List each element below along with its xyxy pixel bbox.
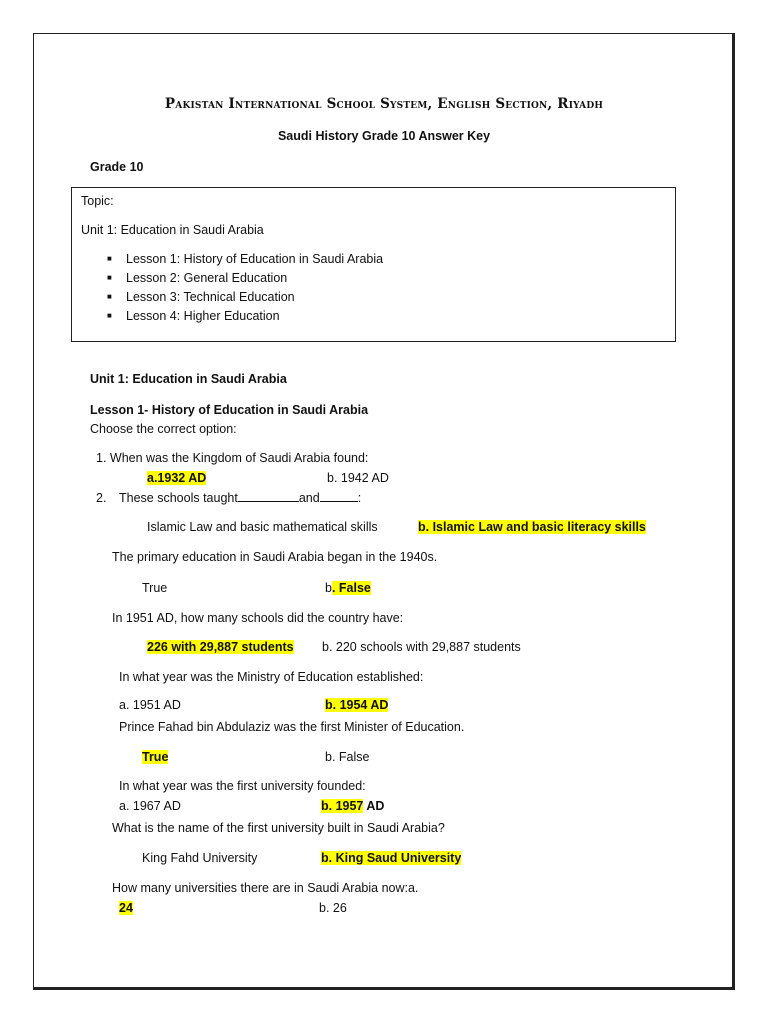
- bullet-icon: ■: [107, 311, 112, 320]
- option-b: b. 220 schools with 29,887 students: [322, 640, 521, 654]
- lesson-heading: Lesson 1- History of Education in Saudi Arabia: [90, 403, 369, 417]
- bullet-icon: ■: [107, 254, 112, 263]
- option-a: [147, 470, 206, 486]
- bullet-icon: ■: [107, 292, 112, 301]
- correct-answer: a.1932 AD: [147, 471, 207, 485]
- correct-answer: b. Islamic Law and basic literacy skills: [418, 520, 646, 534]
- option-a: True: [142, 581, 168, 595]
- option-a: [142, 749, 168, 765]
- option-a: a. 1967 AD: [119, 799, 181, 813]
- option-a: King Fahd University: [142, 851, 258, 865]
- grade-label: Grade 10: [90, 160, 144, 174]
- lesson-item: Lesson 2: General Education: [126, 271, 288, 285]
- document-page: [33, 33, 735, 990]
- question-text: The primary education in Saudi Arabia began in the 1940s.: [112, 550, 438, 564]
- topic-label: Topic:: [81, 194, 114, 208]
- unit-heading: Unit 1: Education in Saudi Arabia: [90, 372, 287, 386]
- question-text: How many universities there are in Saudi Arabia now:a.: [112, 881, 419, 895]
- answer-blank: [238, 490, 299, 502]
- option-a: [147, 639, 294, 655]
- option-b: b. 26: [319, 901, 347, 915]
- correct-answer: 24: [119, 901, 133, 915]
- correct-answer: b. 1957: [321, 799, 364, 813]
- topic-unit: Unit 1: Education in Saudi Arabia: [81, 223, 264, 237]
- question-text: Prince Fahad bin Abdulaziz was the first Minister of Education.: [119, 720, 465, 734]
- option-b: b. False: [325, 750, 370, 764]
- question-number: 2.: [96, 491, 107, 505]
- document-subtitle: Saudi History Grade 10 Answer Key: [277, 129, 491, 143]
- correct-answer: b. King Saud University: [321, 851, 462, 865]
- school-name: Pakistan International School System, English Section, Riyadh: [164, 96, 604, 112]
- lesson-item: Lesson 1: History of Education in Saudi Arabia: [126, 252, 384, 266]
- correct-answer: . False: [331, 581, 371, 595]
- option-a: Islamic Law and basic mathematical skills: [147, 520, 378, 534]
- question-text: In what year was the Ministry of Education established:: [119, 670, 424, 684]
- instruction-text: Choose the correct option:: [90, 422, 237, 436]
- lesson-item: Lesson 4: Higher Education: [126, 309, 280, 323]
- answer-blank: [320, 490, 358, 502]
- question-text: What is the name of the first university built in Saudi Arabia?: [112, 821, 445, 835]
- question-text: 1. When was the Kingdom of Saudi Arabia found:: [96, 451, 369, 465]
- correct-answer: 226 with 29,887 students: [147, 640, 294, 654]
- lesson-item: Lesson 3: Technical Education: [126, 290, 295, 304]
- question-text: In 1951 AD, how many schools did the country have:: [112, 611, 404, 625]
- correct-answer: b. 1954 AD: [325, 698, 389, 712]
- option-b: b. False: [325, 581, 371, 595]
- option-b: [418, 519, 646, 535]
- option-a: [119, 900, 133, 916]
- option-b: [325, 697, 388, 713]
- option-b: b. 1942 AD: [327, 471, 389, 485]
- bullet-icon: ■: [107, 273, 112, 282]
- correct-answer: True: [142, 750, 169, 764]
- option-b: b. 1957 AD: [321, 799, 385, 813]
- question-text: These schools taught and :: [119, 491, 362, 505]
- option-a: a. 1951 AD: [119, 698, 181, 712]
- option-b: [321, 850, 461, 866]
- question-text: In what year was the first university founded:: [119, 779, 366, 793]
